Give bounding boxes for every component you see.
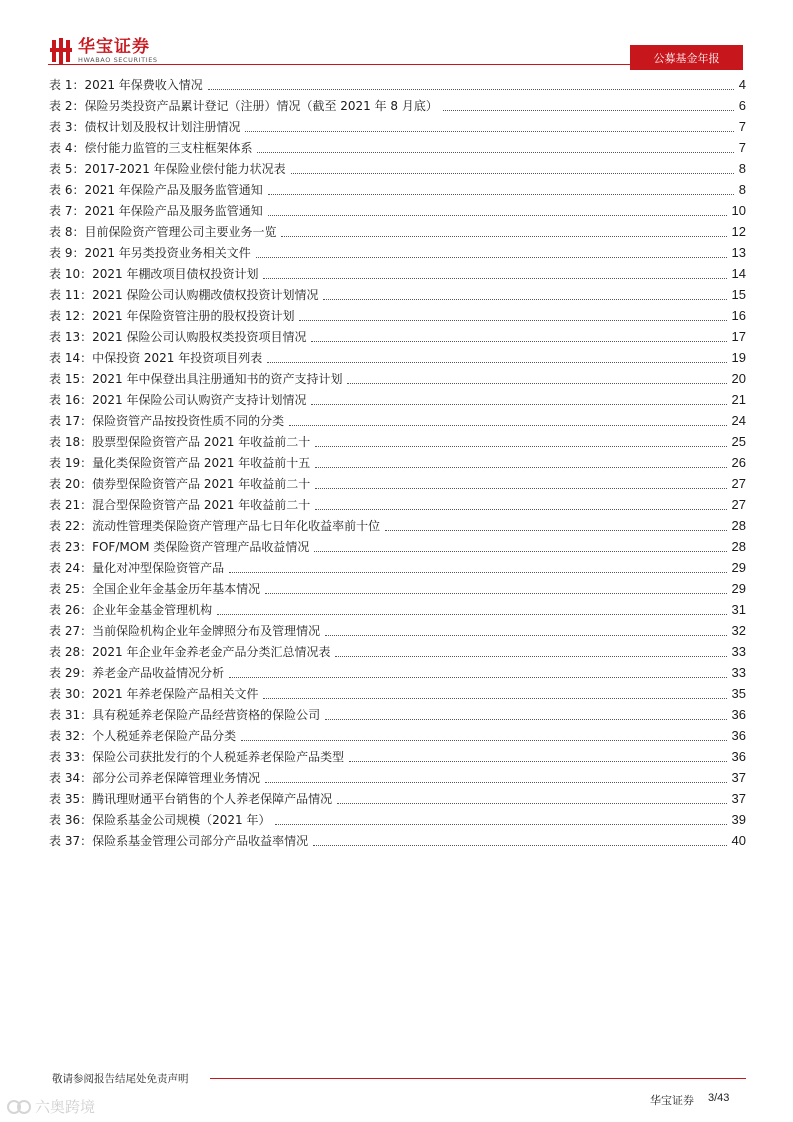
toc-entry[interactable] <box>49 410 746 431</box>
toc-entry-page: 7 <box>738 119 746 134</box>
toc-entry[interactable] <box>49 95 746 116</box>
toc-entry-label: 表 30：2021 年养老保险产品相关文件 <box>49 687 259 701</box>
watermark-text: 六奥跨境 <box>35 1098 96 1116</box>
toc-entry[interactable] <box>49 284 746 305</box>
toc-entry-page: 15 <box>731 287 746 302</box>
toc-entry-page: 29 <box>731 560 746 575</box>
toc-entry[interactable] <box>49 326 746 347</box>
toc-entry-label: 表 23：FOF/MOM 类保险资产管理产品收益情况 <box>49 540 310 554</box>
toc-entry[interactable] <box>49 746 746 767</box>
toc-entry-label: 表 1：2021 年保费收入情况 <box>49 78 203 92</box>
toc-leader-dots <box>267 361 726 363</box>
toc-entry[interactable] <box>49 200 746 221</box>
toc-entry[interactable] <box>49 263 746 284</box>
toc-entry-page: 32 <box>731 623 746 638</box>
toc-entry[interactable] <box>49 683 746 704</box>
toc-entry-page: 31 <box>731 602 746 617</box>
toc-entry-page: 8 <box>738 182 746 197</box>
toc-entry-label: 表 11：2021 保险公司认购棚改债权投资计划情况 <box>49 288 319 302</box>
toc-entry-page: 27 <box>731 497 746 512</box>
toc-leader-dots <box>311 340 726 342</box>
toc-entry-label: 表 15：2021 年中保登出具注册通知书的资产支持计划 <box>49 372 343 386</box>
toc-entry[interactable] <box>49 515 746 536</box>
toc-leader-dots <box>311 403 726 405</box>
toc-leader-dots <box>208 88 734 90</box>
toc-entry[interactable] <box>49 662 746 683</box>
toc-entry-label: 表 14：中保投资 2021 年投资项目列表 <box>49 351 263 365</box>
toc-entry[interactable] <box>49 368 746 389</box>
toc-entry-page: 27 <box>731 476 746 491</box>
table-of-tables <box>49 74 746 851</box>
header-divider <box>48 64 630 65</box>
toc-leader-dots <box>265 781 726 783</box>
toc-entry-page: 24 <box>731 413 746 428</box>
toc-entry-page: 25 <box>731 434 746 449</box>
toc-entry-page: 20 <box>731 371 746 386</box>
toc-entry[interactable] <box>49 725 746 746</box>
toc-entry[interactable] <box>49 179 746 200</box>
watermark-logo-icon <box>6 1098 32 1116</box>
toc-entry[interactable] <box>49 305 746 326</box>
toc-entry-label: 表 2：保险另类投资产品累计登记（注册）情况（截至 2021 年 8 月底） <box>49 99 438 113</box>
toc-entry-page: 16 <box>731 308 746 323</box>
toc-entry[interactable] <box>49 473 746 494</box>
toc-entry-label: 表 6：2021 年保险产品及服务监管通知 <box>49 183 263 197</box>
toc-entry[interactable] <box>49 74 746 95</box>
toc-entry-label: 表 17：保险资管产品按投资性质不同的分类 <box>49 414 285 428</box>
toc-entry-label: 表 31：具有税延养老保险产品经营资格的保险公司 <box>49 708 321 722</box>
toc-entry-page: 10 <box>731 203 746 218</box>
toc-entry-label: 表 34：部分公司养老保障管理业务情况 <box>49 771 261 785</box>
page-header <box>0 0 793 80</box>
toc-entry[interactable] <box>49 557 746 578</box>
toc-entry[interactable] <box>49 494 746 515</box>
toc-leader-dots <box>229 571 726 573</box>
watermark <box>6 1096 95 1117</box>
toc-entry[interactable] <box>49 767 746 788</box>
toc-leader-dots <box>289 424 726 426</box>
toc-entry-page: 12 <box>731 224 746 239</box>
toc-entry[interactable] <box>49 830 746 851</box>
toc-entry[interactable] <box>49 578 746 599</box>
toc-leader-dots <box>323 298 726 300</box>
toc-entry-page: 4 <box>738 77 746 92</box>
toc-entry-page: 17 <box>731 329 746 344</box>
toc-entry-label: 表 21：混合型保险资管产品 2021 年收益前二十 <box>49 498 311 512</box>
toc-entry-page: 33 <box>731 644 746 659</box>
toc-entry-page: 28 <box>731 518 746 533</box>
toc-leader-dots <box>325 718 726 720</box>
toc-entry-page: 26 <box>731 455 746 470</box>
toc-leader-dots <box>315 445 726 447</box>
toc-leader-dots <box>241 739 726 741</box>
toc-leader-dots <box>313 844 726 846</box>
company-logo <box>50 38 158 64</box>
toc-entry-label: 表 35：腾讯理财通平台销售的个人养老保障产品情况 <box>49 792 333 806</box>
toc-leader-dots <box>263 277 726 279</box>
toc-entry-page: 14 <box>731 266 746 281</box>
company-name-cn: 华宝证券 <box>78 37 150 57</box>
toc-leader-dots <box>315 508 726 510</box>
toc-entry-page: 37 <box>731 770 746 785</box>
toc-entry-label: 表 37：保险系基金管理公司部分产品收益率情况 <box>49 834 309 848</box>
toc-entry-label: 表 28：2021 年企业年金养老金产品分类汇总情况表 <box>49 645 331 659</box>
toc-entry[interactable] <box>49 536 746 557</box>
toc-entry[interactable] <box>49 641 746 662</box>
toc-entry-label: 表 5：2017-2021 年保险业偿付能力状况表 <box>49 162 286 176</box>
footer-company: 华宝证券 <box>650 1094 694 1107</box>
toc-entry-label: 表 10：2021 年棚改项目债权投资计划 <box>49 267 259 281</box>
toc-entry-label: 表 3：债权计划及股权计划注册情况 <box>49 120 241 134</box>
toc-leader-dots <box>265 592 726 594</box>
toc-leader-dots <box>245 130 733 132</box>
toc-entry[interactable] <box>49 599 746 620</box>
toc-leader-dots <box>325 634 726 636</box>
toc-leader-dots <box>315 466 726 468</box>
toc-entry-page: 13 <box>731 245 746 260</box>
toc-entry[interactable] <box>49 137 746 158</box>
toc-entry[interactable] <box>49 242 746 263</box>
toc-leader-dots <box>281 235 726 237</box>
toc-entry[interactable] <box>49 158 746 179</box>
toc-entry-page: 33 <box>731 665 746 680</box>
toc-leader-dots <box>263 697 726 699</box>
toc-entry-label: 表 16：2021 年保险公司认购资产支持计划情况 <box>49 393 307 407</box>
toc-entry-page: 21 <box>731 392 746 407</box>
toc-leader-dots <box>314 550 726 552</box>
toc-entry-label: 表 20：债券型保险资管产品 2021 年收益前二十 <box>49 477 311 491</box>
disclaimer-text: 敬请参阅报告结尾处免责声明 <box>52 1073 189 1085</box>
toc-leader-dots <box>291 172 734 174</box>
toc-entry-label: 表 9：2021 年另类投资业务相关文件 <box>49 246 251 260</box>
toc-entry[interactable] <box>49 788 746 809</box>
toc-entry[interactable] <box>49 809 746 830</box>
toc-entry-page: 36 <box>731 749 746 764</box>
toc-leader-dots <box>385 529 726 531</box>
toc-leader-dots <box>443 109 734 111</box>
toc-leader-dots <box>337 802 726 804</box>
toc-entry-page: 7 <box>738 140 746 155</box>
toc-entry[interactable] <box>49 704 746 725</box>
toc-entry-label: 表 36：保险系基金公司规模（2021 年） <box>49 813 271 827</box>
toc-entry-label: 表 18：股票型保险资管产品 2021 年收益前二十 <box>49 435 311 449</box>
toc-leader-dots <box>268 214 727 216</box>
toc-entry[interactable] <box>49 389 746 410</box>
toc-entry-label: 表 22：流动性管理类保险资产管理产品七日年化收益率前十位 <box>49 519 381 533</box>
toc-entry-page: 35 <box>731 686 746 701</box>
toc-entry-label: 表 25：全国企业年金基金历年基本情况 <box>49 582 261 596</box>
toc-entry-label: 表 13：2021 保险公司认购股权类投资项目情况 <box>49 330 307 344</box>
toc-entry-label: 表 8：目前保险资产管理公司主要业务一览 <box>49 225 277 239</box>
toc-entry-page: 37 <box>731 791 746 806</box>
toc-entry[interactable] <box>49 221 746 242</box>
toc-entry-label: 表 7：2021 年保险产品及服务监管通知 <box>49 204 263 218</box>
toc-entry-label: 表 33：保险公司获批发行的个人税延养老保险产品类型 <box>49 750 345 764</box>
toc-entry-label: 表 27：当前保险机构企业年金牌照分布及管理情况 <box>49 624 321 638</box>
toc-entry-label: 表 32：个人税延养老保险产品分类 <box>49 729 237 743</box>
toc-entry-label: 表 29：养老金产品收益情况分析 <box>49 666 225 680</box>
toc-entry[interactable] <box>49 431 746 452</box>
toc-leader-dots <box>257 151 733 153</box>
toc-entry-page: 28 <box>731 539 746 554</box>
toc-leader-dots <box>349 760 726 762</box>
company-name-en: HWABAO SECURITIES <box>78 56 158 64</box>
toc-leader-dots <box>217 613 726 615</box>
toc-entry-page: 6 <box>738 98 746 113</box>
toc-leader-dots <box>229 676 726 678</box>
toc-entry-page: 29 <box>731 581 746 596</box>
toc-entry-page: 36 <box>731 728 746 743</box>
toc-leader-dots <box>299 319 726 321</box>
page-number: 3/43 <box>708 1092 730 1104</box>
toc-leader-dots <box>315 487 726 489</box>
toc-leader-dots <box>268 193 734 195</box>
toc-entry[interactable] <box>49 347 746 368</box>
toc-entry-page: 39 <box>731 812 746 827</box>
huabao-logo-icon <box>50 38 72 64</box>
toc-leader-dots <box>335 655 726 657</box>
toc-entry[interactable] <box>49 452 746 473</box>
toc-entry-page: 19 <box>731 350 746 365</box>
toc-entry-label: 表 4：偿付能力监管的三支柱框架体系 <box>49 141 253 155</box>
toc-entry[interactable] <box>49 116 746 137</box>
toc-entry-label: 表 24：量化对冲型保险资管产品 <box>49 561 225 575</box>
toc-entry-label: 表 12：2021 年保险资管注册的股权投资计划 <box>49 309 295 323</box>
toc-entry-page: 8 <box>738 161 746 176</box>
toc-entry[interactable] <box>49 620 746 641</box>
toc-leader-dots <box>256 256 727 258</box>
report-type-badge: 公募基金年报 <box>630 45 743 70</box>
toc-entry-label: 表 19：量化类保险资管产品 2021 年收益前十五 <box>49 456 311 470</box>
toc-leader-dots <box>347 382 726 384</box>
toc-entry-label: 表 26：企业年金基金管理机构 <box>49 603 213 617</box>
toc-leader-dots <box>275 823 726 825</box>
footer-divider <box>210 1078 746 1079</box>
toc-entry-page: 36 <box>731 707 746 722</box>
toc-entry-page: 40 <box>731 833 746 848</box>
